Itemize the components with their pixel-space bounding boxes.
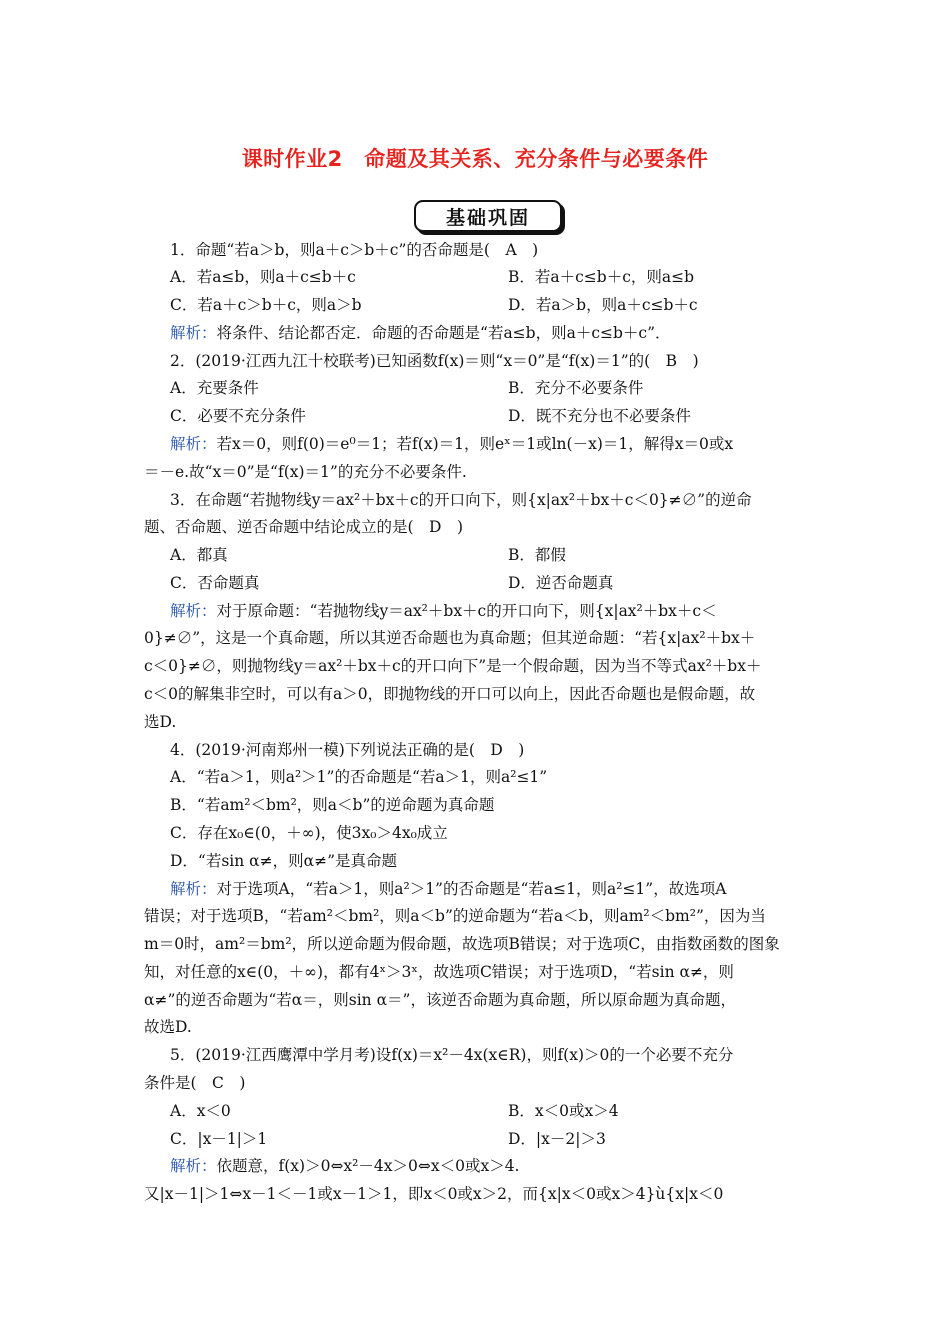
q4-analysis-line-3: m＝0时，am²＝bm²，所以逆命题为假命题，故选项B错误；对于选项C，由指数函数的图象 [144,935,780,953]
q3-analysis-line-4: c＜0的解集非空时，可以有a＞0，即抛物线的开口可以向上，因此否命题也是假命题，故 [144,685,756,703]
q5-option-b: B．x＜0或x＞4 [508,1102,619,1120]
q5-analysis-text: 依题意，f(x)＞0⇔x²－4x＞0⇔x＜0或x＞4. [216,1157,520,1175]
q4-stem: 4．(2019·河南郑州一模)下列说法正确的是( D ) [170,741,525,759]
q1-option-a: A．若a≤b，则a＋c≤b＋c [170,268,356,286]
q3-analysis-line-1 [170,601,717,621]
q3-analysis-line-3: c＜0}≠∅，则抛物线y＝ax²＋bx＋c的开口向下”是一个假命题，因为当不等式ax²＋bx＋ [144,657,762,675]
q3-option-a: A．都真 [170,546,228,564]
q4-analysis-line-1 [170,879,726,899]
q4-analysis-text: 对于选项A，“若a＞1，则a²＞1”的否命题是“若a≤1，则a²≤1”，故选项A [216,880,727,898]
q5-option-d: D．|x－2|＞3 [508,1130,606,1148]
q1-option-d: D．若a＞b，则a＋c≤b＋c [508,296,698,314]
q4-analysis-line-2: 错误；对于选项B，“若am²＜bm²，则a＜b”的逆命题为“若a＜b，则am²＜bm²”，因为当 [144,907,766,925]
q3-option-b: B．都假 [508,546,566,564]
q2-analysis-line-2: ＝－e.故“x＝0”是“f(x)＝1”的充分不必要条件. [144,463,467,481]
q3-option-c: C．否命题真 [170,574,260,592]
q2-analysis-text: 若x＝0，则f(0)＝e⁰＝1；若f(x)＝1，则eˣ＝1或ln(－x)＝1，解得x＝0或x [216,435,734,453]
q5-option-a: A．x＜0 [170,1102,231,1120]
q4-analysis-line-4: 知，对任意的x∈(0，＋∞)，都有4ˣ＞3ˣ，故选项C错误；对于选项D，“若sin α≠，则 [144,963,734,981]
analysis-label: 解析： [170,602,217,620]
q5-stem-line-1: 5．(2019·江西鹰潭中学月考)设f(x)＝x²－4x(x∈R)，则f(x)＞0的一个必要不充分 [170,1046,734,1064]
q3-stem-line-2: 题、否命题、逆否命题中结论成立的是( D ) [144,518,464,536]
q5-analysis-line-1 [170,1156,519,1176]
q2-stem: 2．(2019·江西九江十校联考)已知函数f(x)＝则“x＝0”是“f(x)＝1”的( B ) [170,352,699,370]
q1-stem: 1．命题“若a＞b，则a＋c＞b＋c”的否命题是( A ) [170,241,539,259]
analysis-label: 解析： [170,1157,217,1175]
q5-option-c: C．|x－1|＞1 [170,1130,268,1148]
q4-option-c: C．存在x₀∈(0，＋∞)，使3x₀＞4x₀成立 [170,824,448,842]
q5-stem-line-2: 条件是( C ) [144,1074,246,1092]
q2-option-d: D．既不充分也不必要条件 [508,407,691,425]
q4-analysis-line-5: α≠”的逆否命题为“若α＝，则sin α＝”，该逆否命题为真命题，所以原命题为真命题， [144,991,736,1009]
q4-option-b: B．“若am²＜bm²，则a＜b”的逆命题为真命题 [170,796,495,814]
q2-option-b: B．充分不必要条件 [508,379,644,397]
q3-analysis-line-2: 0}≠∅”，这是一个真命题，所以其逆否命题也为真命题；但其逆命题：“若{x|ax²＋bx＋ [144,629,756,647]
analysis-label: 解析： [170,435,217,453]
q1-analysis [170,323,671,343]
q3-analysis-text: 对于原命题：“若抛物线y＝ax²＋bx＋c的开口向下，则{x|ax²＋bx＋c＜ [216,602,717,620]
section-badge: 基础巩固 [414,200,562,232]
q5-analysis-line-2: 又|x－1|＞1⇔x－1＜－1或x－1＞1，即x＜0或x＞2，而{x|x＜0或x＞4}ù{x|x＜0 [144,1185,724,1203]
q2-option-c: C．必要不充分条件 [170,407,306,425]
q4-analysis-line-6: 故选D. [144,1018,192,1036]
q2-analysis-line-1 [170,434,733,454]
q1-option-c: C．若a＋c＞b＋c，则a＞b [170,296,362,314]
q3-stem-line-1: 3．在命题“若抛物线y＝ax²＋bx＋c的开口向下，则{x|ax²＋bx＋c＜0}≠∅”的逆命 [170,491,752,509]
q4-option-a: A．“若a＞1，则a²＞1”的否命题是“若a＞1，则a²≤1” [170,768,548,786]
q1-analysis-text: 将条件、结论都否定．命题的否命题是“若a≤b，则a＋c≤b＋c”． [216,324,671,342]
q3-analysis-line-5: 选D. [144,713,177,731]
q4-option-d: D．“若sin α≠，则α≠”是真命题 [170,852,398,870]
analysis-label: 解析： [170,880,217,898]
analysis-label: 解析： [170,324,217,342]
page-title: 课时作业2 命题及其关系、充分条件与必要条件 [241,147,709,171]
q1-option-b: B．若a＋c≤b＋c，则a≤b [508,268,695,286]
q2-option-a: A．充要条件 [170,379,259,397]
q3-option-d: D．逆否命题真 [508,574,614,592]
